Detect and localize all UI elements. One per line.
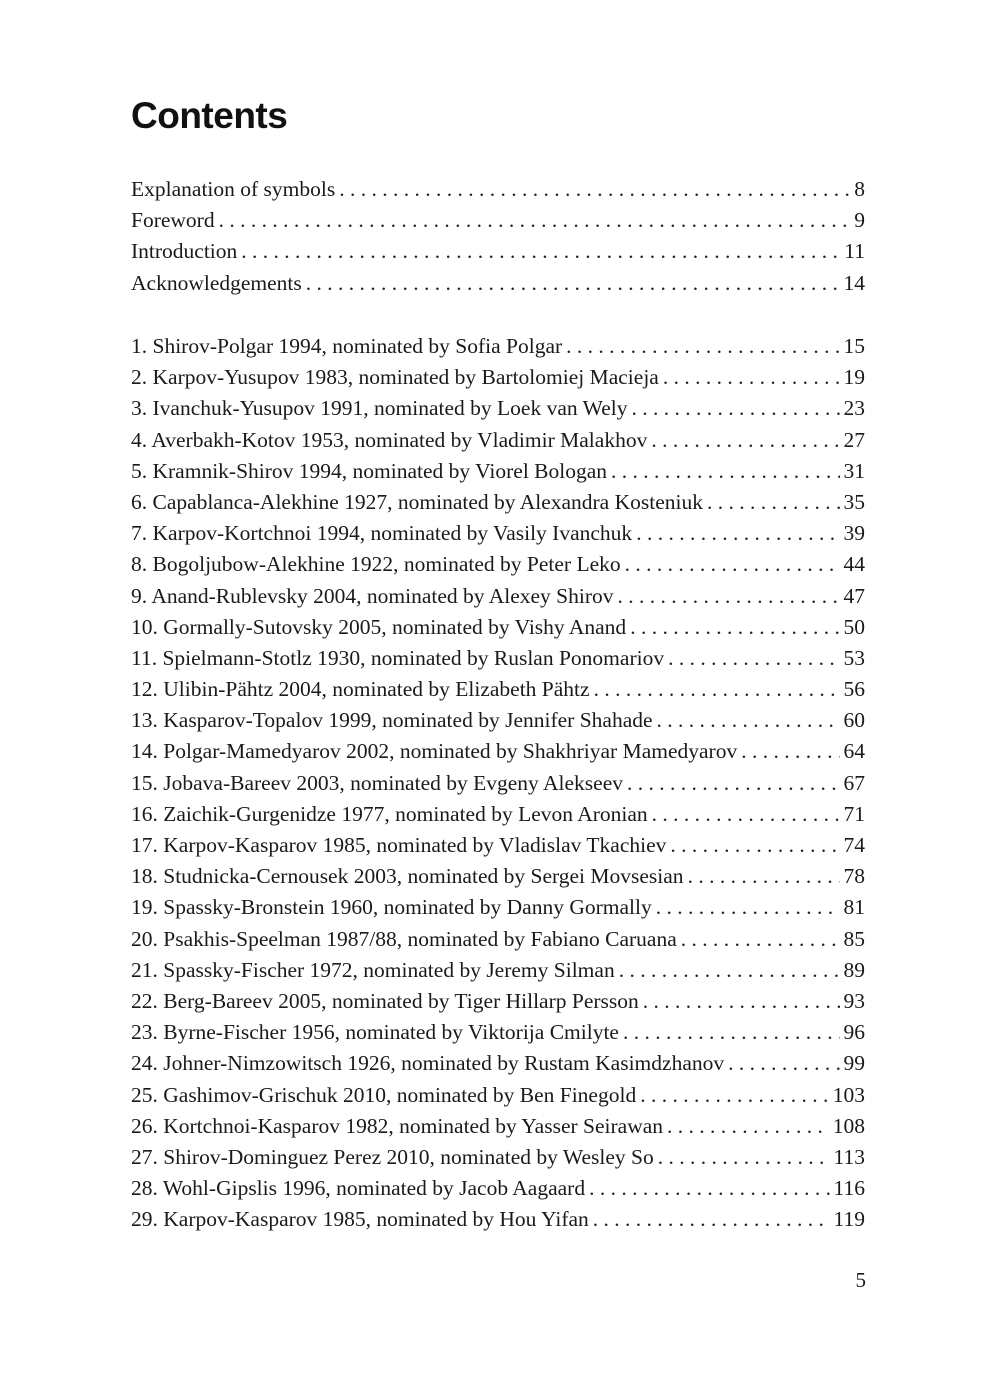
toc-entry-title: Foreword [131,208,215,233]
dot-leader [593,1204,830,1235]
game-entry-title: 7. Karpov-Kortchnoi 1994, nominated by Vasily Ivanchuk [131,521,633,546]
game-entry-page: 93 [843,988,865,1013]
game-entry-page: 56 [843,677,865,702]
game-entry[interactable] [131,830,865,861]
game-entry-page: 23 [843,396,865,421]
dot-leader [707,487,840,518]
game-entry[interactable] [131,425,865,456]
toc-entry[interactable] [131,236,865,267]
game-entry[interactable] [131,924,865,955]
toc-entry-title: Explanation of symbols [131,177,336,201]
game-entry-page: 71 [843,801,865,826]
game-entry-title: 16. Zaichik-Gurgenidze 1977, nominated by Levon Aronian [131,801,648,826]
toc-entry[interactable] [131,205,865,236]
dot-leader [741,736,839,767]
game-entry[interactable] [131,393,865,424]
dot-leader [618,581,840,612]
dot-leader [688,861,840,892]
front-matter-list [131,174,865,299]
game-entry-page: 78 [843,864,865,889]
game-entry-title: 20. Psakhis-Speelman 1987/88, nominated by Fabiano Caruana [131,926,677,951]
dot-leader [670,830,839,861]
game-entry[interactable] [131,1111,865,1142]
dot-leader [663,362,840,393]
game-entry-title: 14. Polgar-Mamedyarov 2002, nominated by Shakhriyar Mamedyarov [131,739,738,764]
game-entry-page: 89 [843,957,865,982]
game-entry-title: 18. Studnicka-Cernousek 2003, nominated by Sergei Movsesian [131,864,684,889]
game-entry-title: 24. Johner-Nimzowitsch 1926, nominated by Rustam Kasimdzhanov [131,1051,725,1076]
dot-leader [306,268,840,299]
game-entry[interactable] [131,456,865,487]
game-entry-title: 21. Spassky-Fischer 1972, nominated by Jeremy Silman [131,957,615,982]
game-entry-title: 13. Kasparov-Topalov 1999, nominated by Jennifer Shahade [131,708,653,733]
game-entry-page: 47 [843,583,865,608]
dot-leader [681,924,840,955]
page-title: Contents [131,95,288,136]
toc-entry-page: 11 [844,239,865,264]
toc-entry-page: 9 [854,208,865,233]
game-entry[interactable] [131,955,865,986]
game-entry[interactable] [131,362,865,393]
dot-leader [339,174,850,205]
dot-leader [631,393,839,424]
game-entry[interactable] [131,1142,865,1173]
toc-entry-title: Acknowledgements [131,270,302,295]
game-entry-page: 50 [843,614,865,639]
dot-leader [219,205,851,236]
game-entry-page: 113 [833,1144,865,1169]
game-entry[interactable] [131,1017,865,1048]
dot-leader [627,768,840,799]
game-entry-page: 31 [843,458,865,483]
dot-leader [658,1142,830,1173]
game-entry-page: 15 [843,334,865,358]
page-number: 5 [855,1268,866,1292]
dot-leader [640,1080,829,1111]
game-entry[interactable] [131,581,865,612]
game-entry-title: 9. Anand-Rublevsky 2004, nominated by Alexey Shirov [131,583,614,608]
dot-leader [643,986,840,1017]
game-entry[interactable] [131,1048,865,1079]
game-entry-title: 8. Bogoljubow-Alekhine 1922, nominated by Peter Leko [131,552,621,577]
game-entry-page: 60 [843,708,865,733]
game-entry[interactable] [131,986,865,1017]
toc-entry[interactable] [131,174,865,205]
dot-leader [668,643,839,674]
dot-leader [241,236,840,267]
dot-leader [667,1111,829,1142]
game-entry-title: 28. Wohl-Gipslis 1996, nominated by Jacob Aagaard [131,1176,586,1201]
game-entry[interactable] [131,1204,865,1235]
game-entry[interactable] [131,643,865,674]
game-entry-page: 108 [832,1113,865,1138]
game-entry-title: 17. Karpov-Kasparov 1985, nominated by Vladislav Tkachiev [131,833,667,857]
dot-leader [651,425,839,456]
game-entry-title: 12. Ulibin-Pähtz 2004, nominated by Elizabeth Pähtz [131,677,590,702]
game-entry-title: 22. Berg-Bareev 2005, nominated by Tiger Hillarp Persson [131,988,639,1013]
game-entry-title: 3. Ivanchuk-Yusupov 1991, nominated by Loek van Wely [131,396,628,421]
game-entry-page: 81 [843,895,865,920]
game-entry-title: 10. Gormally-Sutovsky 2005, nominated by Vishy Anand [131,614,627,639]
dot-leader [636,518,839,549]
game-entry-title: 4. Averbakh-Kotov 1953, nominated by Vladimir Malakhov [131,427,648,452]
game-entry[interactable] [131,487,865,518]
dot-leader [619,955,840,986]
game-entry-page: 99 [843,1051,865,1076]
dot-leader [657,705,840,736]
dot-leader [630,612,839,643]
game-entry-page: 119 [833,1207,865,1232]
dot-leader [566,331,839,362]
game-entry-title: 15. Jobava-Bareev 2003, nominated by Evgeny Alekseev [131,770,623,795]
dot-leader [623,1017,840,1048]
game-entry[interactable] [131,1173,865,1204]
dot-leader [594,674,840,705]
game-entry-title: 6. Capablanca-Alekhine 1927, nominated by Alexandra Kosteniuk [131,489,703,514]
game-entry-title: 27. Shirov-Dominguez Perez 2010, nominated by Wesley So [131,1144,654,1169]
game-entry-page: 19 [843,365,865,390]
game-entry[interactable] [131,612,865,643]
game-entry-title: 5. Kramnik-Shirov 1994, nominated by Viorel Bologan [131,458,608,483]
game-entry-page: 103 [832,1082,865,1107]
game-entry-page: 85 [843,926,865,951]
game-entry-title: 29. Karpov-Kasparov 1985, nominated by Hou Yifan [131,1207,589,1232]
game-entry[interactable] [131,1080,865,1111]
game-entry-page: 39 [843,521,865,546]
game-entry[interactable] [131,861,865,892]
game-entry-title: 23. Byrne-Fischer 1956, nominated by Viktorija Cmilyte [131,1020,619,1045]
dot-leader [589,1173,829,1204]
game-entry-title: 1. Shirov-Polgar 1994, nominated by Sofia Polgar [131,334,563,358]
game-entry-page: 27 [843,427,865,452]
game-entry-page: 67 [843,770,865,795]
toc-entry[interactable] [131,268,865,299]
game-entry[interactable] [131,892,865,923]
game-entry-page: 96 [843,1020,865,1045]
game-entry-page: 53 [843,645,865,670]
game-entry-page: 74 [843,833,865,857]
toc-entry-page: 14 [843,270,865,295]
game-entry[interactable] [131,768,865,799]
dot-leader [656,892,840,923]
game-entry-title: 2. Karpov-Yusupov 1983, nominated by Bartolomiej Macieja [131,365,659,390]
game-entry[interactable] [131,331,865,362]
game-entry-title: 25. Gashimov-Grischuk 2010, nominated by Ben Finegold [131,1082,637,1107]
game-entry-page: 35 [843,489,865,514]
game-entry-page: 116 [833,1176,865,1201]
game-entry-title: 11. Spielmann-Stotlz 1930, nominated by Ruslan Ponomariov [131,645,665,670]
game-entry-page: 64 [843,739,865,764]
game-entry[interactable] [131,549,865,580]
game-entry-title: 19. Spassky-Bronstein 1960, nominated by Danny Gormally [131,895,652,920]
dot-leader [652,799,840,830]
game-entry[interactable] [131,674,865,705]
game-entry-title: 26. Kortchnoi-Kasparov 1982, nominated by Yasser Seirawan [131,1113,664,1138]
games-list [131,331,865,1235]
game-entry-page: 44 [843,552,865,577]
dot-leader [611,456,839,487]
game-entry[interactable] [131,736,865,767]
game-entry[interactable] [131,799,865,830]
toc-entry-title: Introduction [131,239,238,264]
game-entry[interactable] [131,518,865,549]
dot-leader [728,1048,839,1079]
game-entry[interactable] [131,705,865,736]
toc-entry-page: 8 [854,177,865,201]
dot-leader [625,549,840,580]
